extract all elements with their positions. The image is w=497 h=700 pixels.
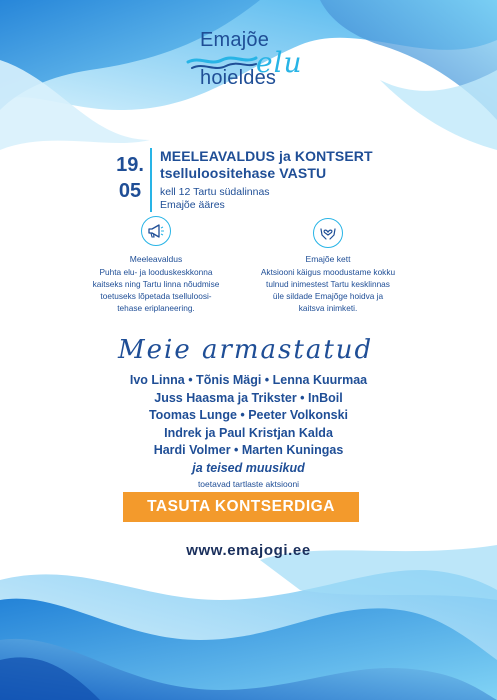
artists-more: ja teised muusikud [192,460,305,475]
artist-line: Indrek ja Paul Kristjan Kalda [164,425,333,440]
hands-heart-icon [313,218,343,248]
logo-word-bottom: hoieldes [200,67,277,89]
event-title-line1: MEELEAVALDUS ja KONTSERT [160,148,373,164]
protest-column [76,253,236,314]
date-divider [150,148,152,212]
website-link[interactable]: www.emajogi.ee [186,542,311,559]
protest-line: kaitseks ning Tartu linna nõudmise [92,279,220,289]
chain-line: kaitsva inimketi. [298,303,358,313]
event-title [160,148,373,182]
tagline: Meie armastatud [118,335,374,365]
chain-line: Aktsiooni käigus moodustame kokku [260,267,396,277]
support-text: toetavad tartlaste aktsiooni [197,479,300,489]
emajoe-logo [186,26,316,92]
event-date [112,152,148,204]
protest-line: Puhta elu- ja looduskeskkonna [99,267,213,277]
chain-column [248,253,408,314]
megaphone-icon [141,216,171,246]
artist-line: Toomas Lunge • Peeter Volkonski [148,408,349,422]
protest-line: toetuseks lõpetada tselluloosi- [100,291,212,301]
chain-heading: Emajõe kett [305,254,351,264]
artist-line: Juss Haasma ja Trikster • InBoil [154,390,343,405]
event-details [160,186,270,212]
artist-line: Hardi Volmer • Marten Kuningas [153,443,344,457]
date-day: 19. [116,154,144,176]
logo-word-top: Emajõe [200,29,270,51]
date-month: 05 [118,180,142,202]
chain-line: üle sildade Emajõge hoidva ja [272,291,384,301]
event-location: Emajõe ääres [160,199,225,211]
event-time-place: kell 12 Tartu südalinnas [160,186,270,198]
chain-line: tulnud inimestest Tartu kesklinnas [266,279,390,289]
free-concert-banner: TASUTA KONTSERDIGA [123,492,359,522]
protest-line: tehase eriplaneering. [117,303,195,313]
artist-line: Ivo Linna • Tõnis Mägi • Lenna Kuurmaa [129,373,368,387]
protest-heading: Meeleavaldus [129,254,183,264]
logo-word-script: elu [256,46,303,79]
event-title-line2: tselluloositehase VASTU [160,165,327,181]
artist-list [0,372,497,477]
